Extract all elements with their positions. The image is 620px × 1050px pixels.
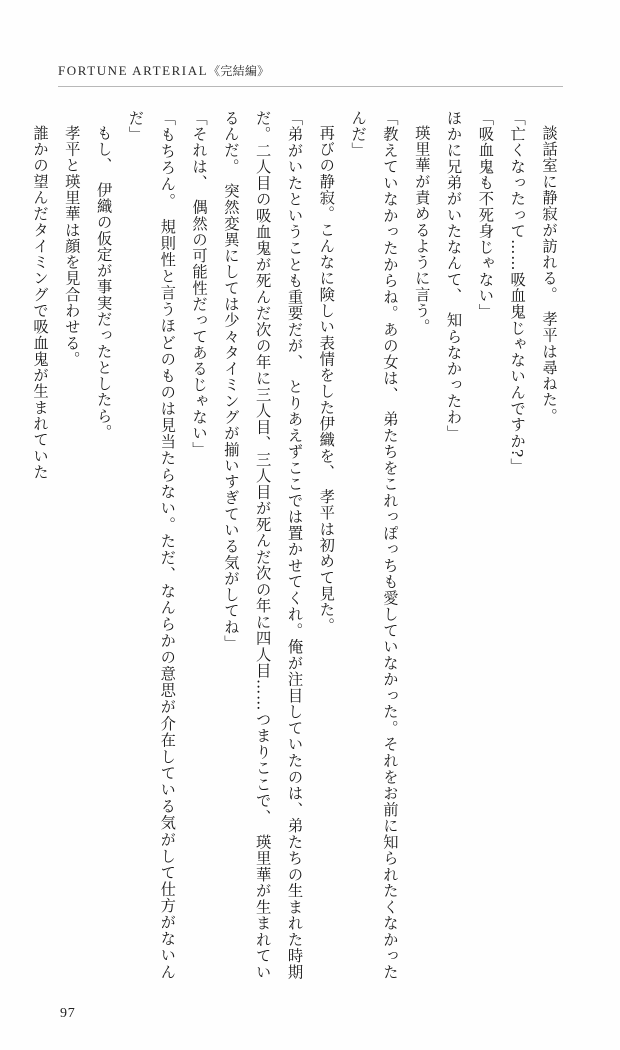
- paragraph: ほかに兄弟がいたなんて、 知らなかったわ」: [444, 110, 463, 442]
- page-body-text: [31, 110, 564, 980]
- paragraph: 「吸血鬼も不死身じゃない」: [476, 110, 495, 320]
- paragraph: 誰かの望んだタイミングで吸血鬼が生まれていた: [31, 125, 49, 481]
- paragraph: もし、 伊織の仮定が事実だったとしたら。: [94, 125, 113, 441]
- header-divider: [58, 86, 563, 87]
- paragraph: 孝平と瑛里華は顔を見合わせる。: [62, 125, 81, 368]
- paragraph: 「弟がいたということも重要だが、 とりあえずここでは置かせてくれ。俺が注目していたのは、弟たちの生まれた時期だ。二人目の吸血鬼が死んだ次の年に三人目、三人目が死んだ次の年に四人目……つまりここで、 瑛里華が生まれているんだ。 突然変異にしては少々タイミングが揃いすぎている気がしてね」: [221, 110, 304, 980]
- header-title-main: FORTUNE ARTERIAL: [58, 63, 209, 78]
- paragraph: 「教えていなかったからね。あの女は、 弟たちをこれっぽっちも愛していなかった。それをお前に知られたくなかったんだ」: [349, 110, 399, 980]
- page-number: 97: [60, 1006, 76, 1021]
- paragraph: 「亡くなったって……吸血鬼じゃないんですか?」: [508, 110, 527, 475]
- paragraph: 談話室に静寂が訪れる。 孝平は尋ねた。: [540, 125, 558, 425]
- running-header: [58, 62, 269, 79]
- header-title-sub: 《完結編》: [208, 64, 270, 78]
- paragraph: 再びの静寂。こんなに険しい表情をした伊織を、 孝平は初めて見た。: [317, 125, 336, 635]
- paragraph: 「それは、 偶然の可能性だってあるじゃない」: [190, 110, 209, 458]
- paragraph: 瑛里華が責めるように言う。: [412, 125, 431, 336]
- paragraph: 「もちろん。 規則性と言うほどのものは見当たらない。ただ、なんらかの意思が介在している気がして仕方がないんだ」: [126, 110, 177, 980]
